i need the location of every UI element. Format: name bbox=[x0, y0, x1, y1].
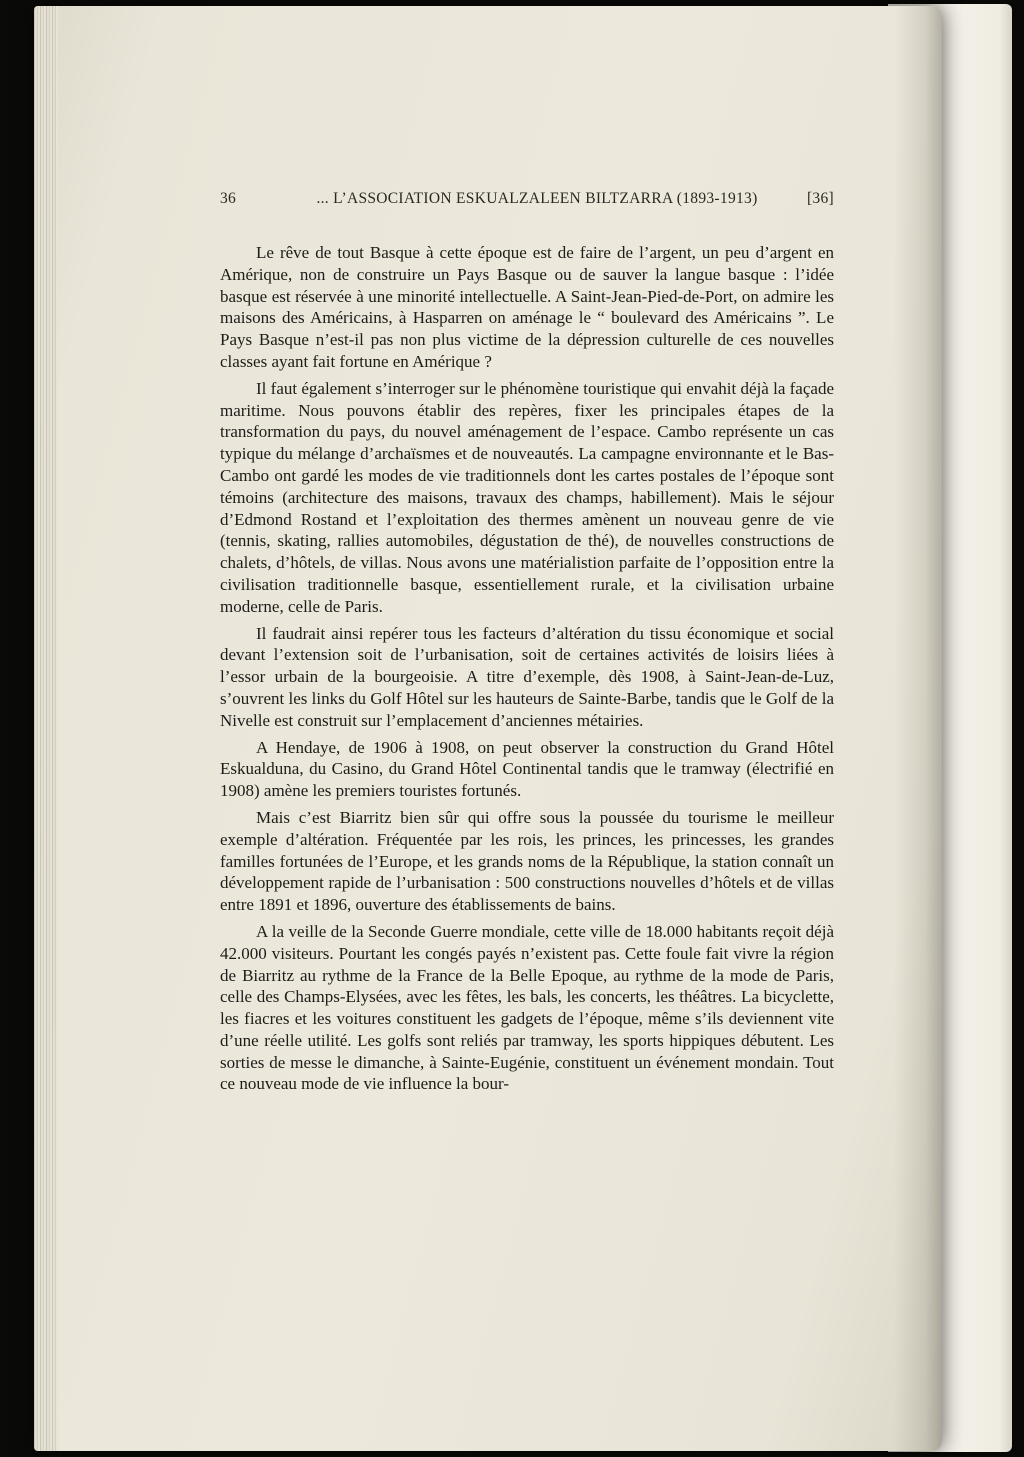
paragraph-2: Il faut également s’interroger sur le phénomène touristique qui envahit déjà la façade maritime. Nous pouvons établir des repères, fixer les principales étapes de la transformation du pays, du nouvel aménagement de l’espace. Cambo représente un cas typique du mélange d’archaïsmes et de nouveautés. La campagne environnante et le Bas-Cambo ont gardé les modes de vie traditionnels dont les cartes postales de l’époque sont témoins (architecture des maisons, travaux des champs, habillement). Mais le séjour d’Edmond Rostand et l’exploitation des thermes amènent un nouveau genre de vie (tennis, skating, rallies automobiles, dégustation de thé), de nouvelles constructions de chalets, d’hôtels, de villas. Nous avons une matérialistion parfaite de l’opposition entre la civilisation traditionnelle basque, essentiellement rurale, et la civilisation urbaine moderne, celle de Paris. bbox=[220, 378, 834, 616]
book-page bbox=[34, 6, 942, 1451]
page-stack-edges bbox=[34, 6, 58, 1451]
running-title: ... L’ASSOCIATION ESKUALZALEEN BILTZARRA (1893-1913) bbox=[316, 190, 758, 207]
bracket-page-number: [36] bbox=[806, 190, 834, 207]
paragraph-3: Il faudrait ainsi repérer tous les facteurs d’altération du tissu économique et social devant l’extension soit de l’urbanisation, soit de certaines activités de loisirs liées à l’essor urbain de la bourgeoisie. A titre d’exemple, dès 1908, à Saint-Jean-de-Luz, s’ouvrent les links du Golf Hôtel sur les hauteurs de Sainte-Barbe, tandis que le Golf de la Nivelle est construit sur l’emplacement d’anciennes métairies. bbox=[220, 623, 834, 730]
page-number: 36 bbox=[220, 190, 237, 207]
paragraph-5: Mais c’est Biarritz bien sûr qui offre sous la poussée du tourisme le meilleur exemple d’altération. Fréquentée par les rois, les princes, les princesses, les grandes familles fortunées de l’Europe, et les grands noms de la République, la station connaît un développement rapide de l’urbanisation : 500 constructions nouvelles d’hôtels et de villas entre 1891 et 1896, ouverture des établissements de bains. bbox=[220, 807, 834, 915]
paragraph-1: Le rêve de tout Basque à cette époque est de faire de l’argent, un peu d’argent en Amérique, non de construire un Pays Basque ou de sauver la langue basque : l’idée basque est réservée à une minorité intellectuelle. A Saint-Jean-Pied-de-Port, on admire les maisons des Américains, à Hasparren on aménage le “ boulevard des Américains ”. Le Pays Basque n’est-il pas non plus victime de la dépression culturelle de ces nouvelles classes ayant fait fortune en Amérique ? bbox=[220, 243, 834, 371]
running-header bbox=[220, 190, 834, 208]
page-content bbox=[220, 190, 834, 1100]
gutter-shadow bbox=[894, 6, 942, 1451]
paragraph-4: A Hendaye, de 1906 à 1908, on peut observer la construction du Grand Hôtel Eskualduna, du Casino, du Grand Hôtel Continental tandis que le tramway (électrifié en 1908) amène les premiers touristes fortunés. bbox=[220, 737, 834, 801]
paragraph-6: A la veille de la Seconde Guerre mondiale, cette ville de 18.000 habitants reçoit déjà 42.000 visiteurs. Pourtant les congés payés n’existent pas. Cette foule fait vivre la région de Biarritz au rythme de la France de la Belle Epoque, au rythme de la mode de Paris, celle des Champs-Elysées, avec les fêtes, les bals, les concerts, les théâtres. La bicyclette, les fiacres et les voitures constituent les gadgets de l’époque, même s’ils deviennent vite d’une réelle utilité. Les golfs sont reliés par tramway, les sports hippiques débutent. Les sorties de messe le dimanche, à Sainte-Eugénie, constituent un événement mondain. Tout ce nouveau mode de vie influence la bour- bbox=[220, 921, 834, 1094]
